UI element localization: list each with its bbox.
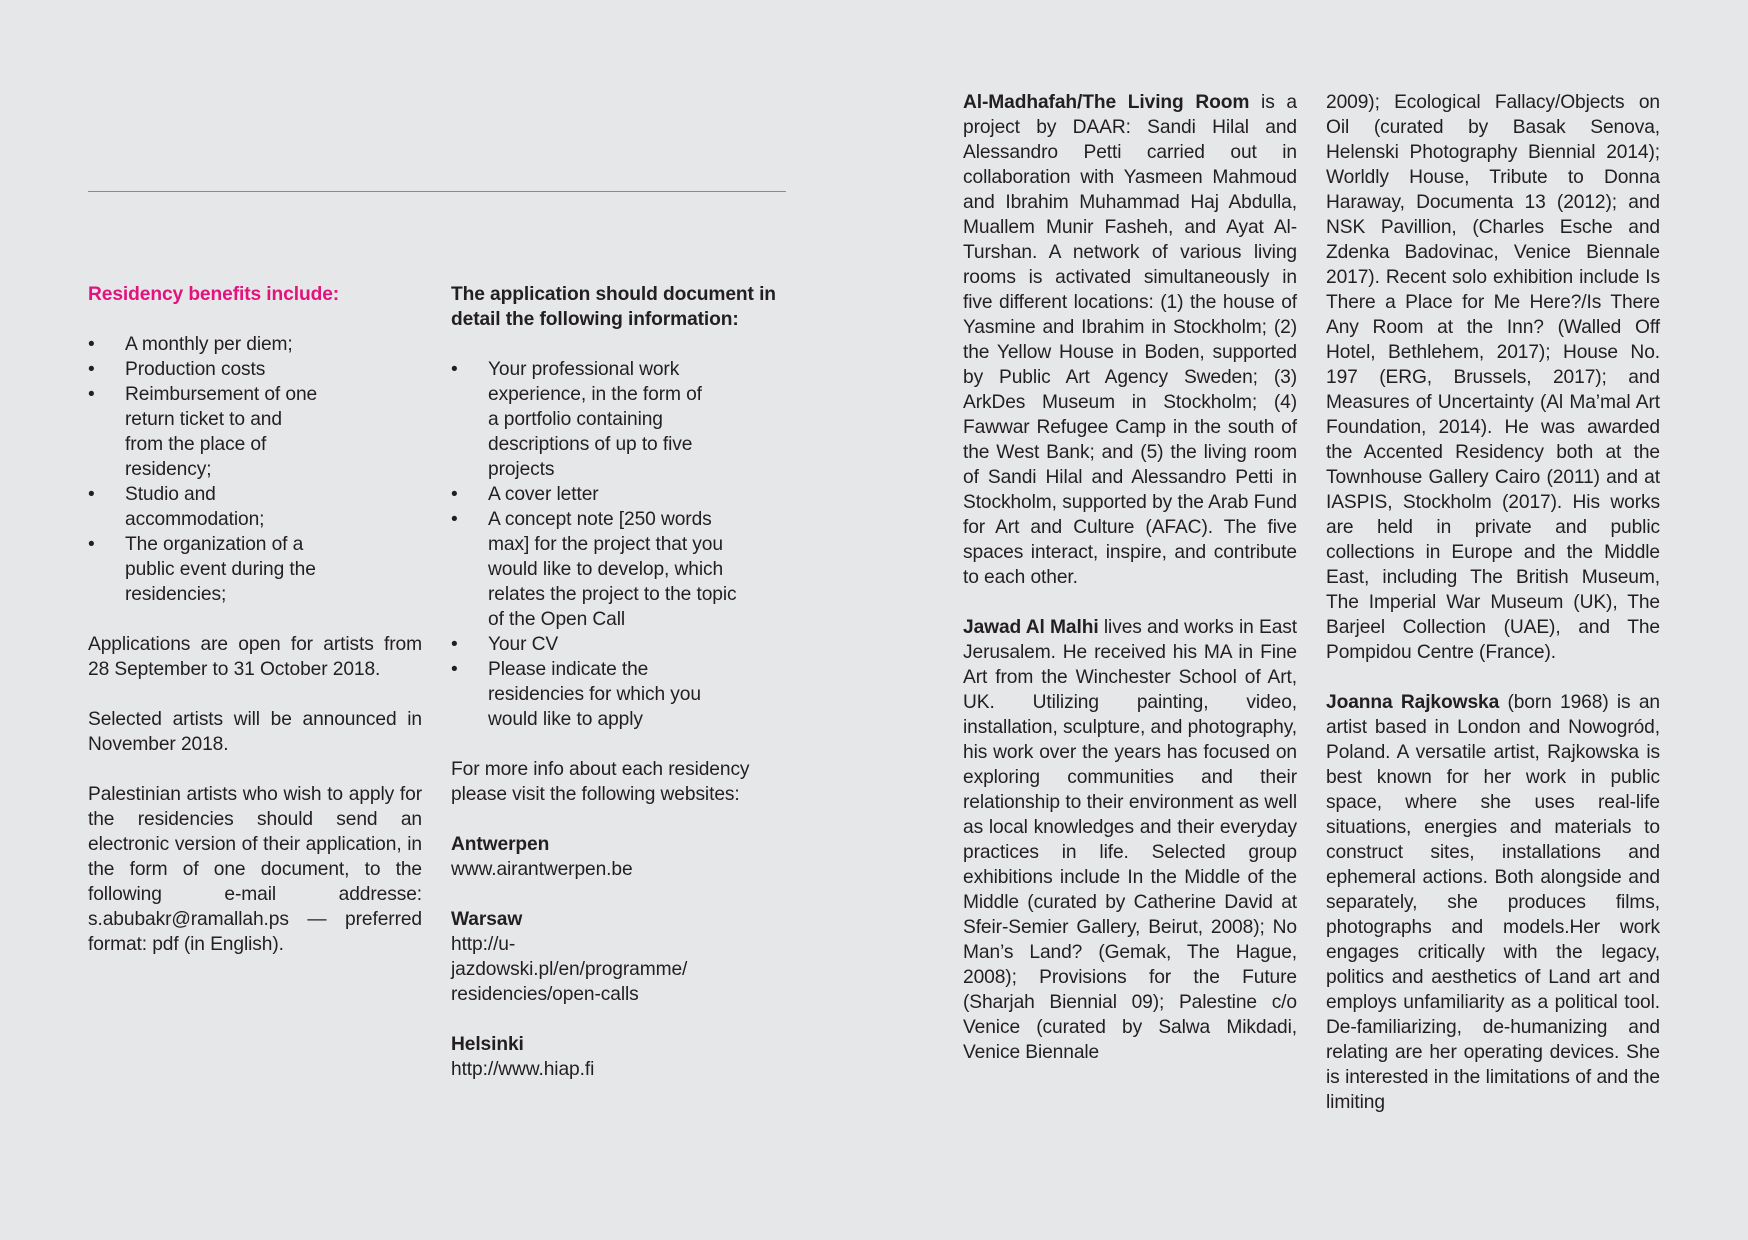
application-heading: The application should document in detail the following information: <box>451 284 776 330</box>
residency-site-helsinki <box>451 1032 786 1082</box>
living-room-paragraph <box>963 90 1297 590</box>
paragraph-text: lives and works in East Jerusalem. He received his MA in Fine Art from the Winchester School of Art, UK. Utilizing painting, video, installation, sculpture, and photography, his work over the years has focused on exploring communities and their relationship to their environment as well as local knowledges and their everyday practices in life. Selected group exhibitions include In the Middle of the Middle (curated by Catherine David at Sfeir-Semier Gallery, Beirut, 2008); No Man’s Land? (Gemak, The Hague, 2008); Provisions for the Future (Sharjah Biennial 09); Palestine c/o Venice (curated by Salwa Mikdadi, Venice Biennale <box>963 617 1297 1063</box>
artist-name: Joanna Rajkowska <box>1326 692 1500 713</box>
joanna-bio-paragraph <box>1326 690 1660 1115</box>
column-middle <box>451 282 786 1107</box>
project-name: Al-Madhafah/The Living Room <box>963 92 1250 113</box>
list-item: • A cover letter <box>451 482 786 507</box>
residency-site-antwerpen <box>451 832 786 882</box>
jawad-bio-paragraph <box>963 615 1297 1065</box>
website-link[interactable]: www.airantwerpen.be <box>451 859 633 880</box>
artist-name: Jawad Al Malhi <box>963 617 1099 638</box>
list-item: • Your professional work experience, in the form of a portfolio containing descriptions of up to five projects <box>451 357 713 482</box>
list-item: • Please indicate the residencies for which you would like to apply <box>451 657 733 732</box>
application-instructions-paragraph: Palestinian artists who wish to apply for the residencies should send an electronic version of their application, in the form of one document, to the following e-mail addresse: s.abubakr@ramallah.ps — preferred format: pdf (in English). <box>88 784 422 955</box>
paragraph-text: is a project by DAAR: Sandi Hilal and Alessandro Petti carried out in collaboration with Yasmeen Mahmoud and Ibrahim Muhammad Haj Abdulla, Muallem Munir Fasheh, and Ayat Al-Turshan. A network of various living rooms is activated simultaneously in five different locations: (1) the house of Yasmine and Ibrahim in Stockholm; (2) the Yellow House in Boden, supported by Public Art Agency Sweden; (3) ArkDes Museum in Stockholm; (4) Fawwar Refugee Camp in the south of the West Bank; and (5) the living room of Sandi Hilal and Alessandro Petti in Stockholm, supported by the Arab Fund for Art and Culture (AFAC). The five spaces interact, inspire, and contribute to each other. <box>963 92 1297 588</box>
benefits-list <box>88 332 422 607</box>
column-bios-1 <box>963 90 1297 1090</box>
list-item: • Production costs <box>88 357 422 382</box>
column-bios-2 <box>1326 90 1660 1140</box>
residency-site-warsaw <box>451 907 786 1007</box>
benefits-heading: Residency benefits include: <box>88 284 340 305</box>
selected-artists-paragraph: Selected artists will be announced in November 2018. <box>88 709 422 755</box>
list-item: • The organization of a public event during the residencies; <box>88 532 345 607</box>
more-info-paragraph: For more info about each residency please visit the following websites: <box>451 759 750 805</box>
city-name: Warsaw <box>451 909 523 930</box>
list-item: • Reimbursement of one return ticket to and from the place of residency; <box>88 382 322 482</box>
application-requirements-list <box>451 357 786 732</box>
website-link[interactable]: http://www.hiap.fi <box>451 1059 595 1080</box>
jawad-bio-continued: 2009); Ecological Fallacy/Objects on Oil (curated by Basak Senova, Helenski Photography Biennial 2014); Worldly House, Tribute to Donna Haraway, Documenta 13 (2012); and NSK Pavillion, (Charles Esche and Zdenka Badovinac, Venice Biennale 2017). Recent solo exhibition include Is There a Place for Me Here?/Is There Any Room at the Inn? (Walled Off Hotel, Bethlehem, 2017); House No. 197 (ERG, Brussels, 2017); and Measures of Uncertainty (Al Ma’mal Art Foundation, 2014). He was awarded the Accented Residency both at the Townhouse Gallery Cairo (2011) and at IASPIS, Stockholm (2017). His works are held in private and public collections in Europe and the Middle East, including The British Museum, The Imperial War Museum (UK), The Barjeel Collection (UAE), and The Pompidou Centre (France). <box>1326 92 1660 663</box>
city-name: Helsinki <box>451 1034 524 1055</box>
website-link[interactable]: http://u-jazdowski.pl/en/programme/residencies/open-calls <box>451 934 688 1005</box>
list-item: • A monthly per diem; <box>88 332 422 357</box>
list-item: • Studio and accommodation; <box>88 482 275 532</box>
applications-dates-paragraph: Applications are open for artists from 28 September to 31 October 2018. <box>88 634 422 680</box>
list-item: • Your CV <box>451 632 786 657</box>
column-left <box>88 282 422 982</box>
city-name: Antwerpen <box>451 834 550 855</box>
paragraph-text: (born 1968) is an artist based in London and Nowogród, Poland. A versatile artist, Rajkowska is best known for her work in public space, where she uses real-life situations, energies and materials to construct sites, installations and ephemeral actions. Both alongside and separately, she produces films, photographs and models.Her work engages critically with the legacy, politics and aesthetics of Land art and employs unfamiliarity as a political tool. De-familiarizing, de-humanizing and relating are her operating devices. She is interested in the limitations of and the limiting <box>1326 692 1660 1113</box>
list-item: • A concept note [250 words max] for the project that you would like to develop, which relates the project to the topic of the Open Call <box>451 507 748 632</box>
horizontal-divider <box>88 191 786 192</box>
